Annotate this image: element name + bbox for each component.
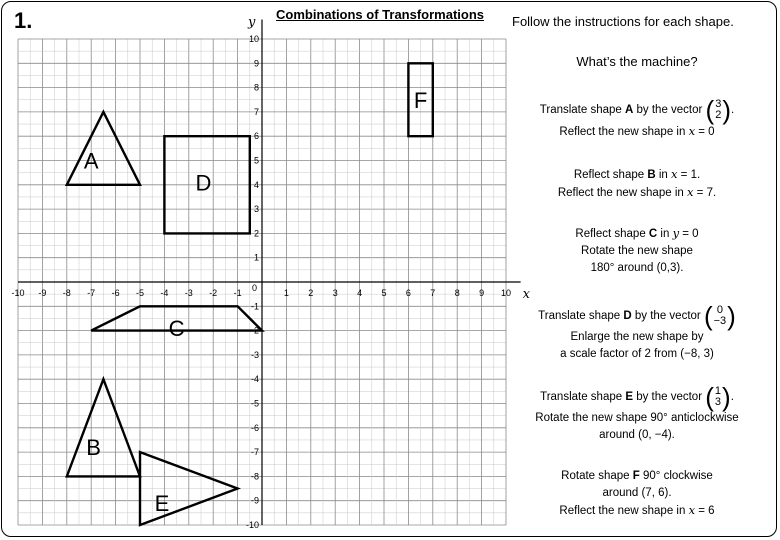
shape-label-f: F bbox=[413, 87, 428, 113]
column-vector: ( 1 3 ) bbox=[705, 382, 731, 412]
math-variable: y bbox=[672, 226, 680, 240]
x-tick-label: 6 bbox=[405, 288, 411, 298]
shape-reference: B bbox=[647, 169, 656, 181]
y-tick-label: 2 bbox=[253, 228, 259, 239]
y-tick-label: 10 bbox=[248, 34, 259, 44]
y-axis-label: y bbox=[248, 14, 256, 30]
x-tick-label: 1 bbox=[283, 288, 289, 298]
x-tick-label: -9 bbox=[38, 288, 47, 298]
y-tick-label: -3 bbox=[250, 349, 259, 360]
x-tick-label: 8 bbox=[454, 288, 460, 298]
x-tick-label: 3 bbox=[332, 288, 338, 298]
y-tick-label: -10 bbox=[245, 520, 259, 530]
shape-label-b: B bbox=[86, 435, 101, 461]
instruction-text: Enlarge the new shape by bbox=[570, 331, 704, 343]
instruction-line bbox=[512, 485, 762, 502]
shape-label-e: E bbox=[154, 491, 170, 517]
x-tick-label: 9 bbox=[479, 288, 485, 298]
instruction-text: Reflect the new shape in bbox=[559, 505, 689, 517]
x-tick-label: 4 bbox=[357, 288, 363, 298]
instruction-block bbox=[512, 97, 762, 141]
instruction-text: in bbox=[655, 169, 671, 181]
instruction-text: Rotate the new shape 90° anticlockwise bbox=[535, 412, 739, 424]
instruction-text: = 0 bbox=[679, 228, 699, 240]
instruction-block bbox=[512, 384, 762, 444]
y-tick-label: 3 bbox=[253, 204, 259, 215]
origin-label: 0 bbox=[252, 283, 258, 293]
y-tick-label: -7 bbox=[250, 447, 259, 458]
shape-reference: F bbox=[632, 470, 640, 482]
instruction-block bbox=[512, 166, 762, 202]
instruction-line bbox=[512, 346, 762, 363]
instruction-text: a scale factor of 2 from (−8, 3) bbox=[560, 348, 714, 360]
x-tick-label: -10 bbox=[11, 288, 25, 298]
instruction-text: around (0, −4). bbox=[599, 429, 675, 441]
y-tick-label: 1 bbox=[253, 252, 259, 263]
instruction-block bbox=[512, 225, 762, 277]
y-tick-label: -8 bbox=[250, 471, 259, 482]
instruction-text: by the vector bbox=[633, 391, 706, 404]
instruction-line bbox=[512, 184, 762, 202]
instruction-text: Translate shape bbox=[540, 391, 626, 404]
x-tick-label: 5 bbox=[381, 288, 387, 298]
instruction-text: = 7. bbox=[693, 187, 717, 199]
shape-reference: C bbox=[648, 228, 658, 240]
y-tick-label: -6 bbox=[250, 422, 259, 433]
instruction-line bbox=[512, 260, 762, 277]
math-variable: x bbox=[686, 185, 694, 199]
instruction-text: Reflect the new shape in bbox=[557, 187, 687, 199]
x-tick-label: -5 bbox=[135, 288, 145, 298]
worksheet-title: Combinations of Transformations bbox=[276, 7, 485, 22]
instruction-line bbox=[512, 97, 762, 123]
y-tick-label: 7 bbox=[253, 106, 259, 117]
y-tick-label: -5 bbox=[250, 398, 259, 409]
shape-label-d: D bbox=[195, 170, 212, 196]
instruction-text: by the vector bbox=[631, 310, 704, 323]
instruction-text: 180° around (0,3). bbox=[590, 262, 684, 274]
instruction-text: = 0 bbox=[695, 126, 715, 138]
x-tick-label: -1 bbox=[233, 288, 242, 298]
question-number: 1. bbox=[14, 8, 33, 33]
instruction-block bbox=[512, 303, 762, 363]
instruction-line bbox=[512, 303, 762, 329]
math-variable: x bbox=[688, 124, 696, 138]
x-tick-label: 7 bbox=[430, 288, 436, 298]
x-tick-label: -6 bbox=[111, 288, 120, 298]
instruction-text: Translate shape bbox=[538, 310, 624, 323]
instruction-text: by the vector bbox=[633, 104, 706, 117]
instruction-text: around (7, 6). bbox=[602, 487, 672, 499]
instruction-line bbox=[512, 410, 762, 427]
instruction-line bbox=[512, 329, 762, 346]
x-tick-label: -2 bbox=[209, 288, 218, 298]
instruction-text: Translate shape bbox=[539, 104, 625, 117]
x-tick-label: 10 bbox=[500, 288, 512, 298]
instruction-line bbox=[512, 243, 762, 260]
instruction-header: Follow the instructions for each shape. bbox=[512, 14, 734, 29]
instruction-line bbox=[512, 384, 762, 410]
y-tick-label: -1 bbox=[250, 301, 259, 312]
instruction-line bbox=[512, 225, 762, 243]
y-tick-label: 9 bbox=[253, 58, 259, 69]
instruction-text: Reflect the new shape in bbox=[559, 126, 689, 138]
shape-reference: A bbox=[625, 104, 634, 117]
x-tick-label: -3 bbox=[184, 288, 193, 298]
math-variable: x bbox=[670, 167, 678, 181]
shape-label-a: A bbox=[83, 148, 99, 174]
y-tick-label: 6 bbox=[253, 131, 259, 142]
instruction-line bbox=[512, 166, 762, 184]
shape-reference: D bbox=[623, 310, 632, 323]
x-tick-label: 2 bbox=[308, 288, 314, 298]
instruction-text: 90° clockwise bbox=[639, 470, 713, 482]
x-tick-label: -7 bbox=[87, 288, 96, 298]
math-variable: x bbox=[688, 503, 696, 517]
instruction-text: Reflect shape bbox=[575, 228, 649, 240]
instruction-text: . bbox=[730, 391, 734, 404]
y-tick-label: 4 bbox=[253, 179, 259, 190]
x-tick-label: -4 bbox=[160, 288, 169, 298]
x-axis-label: x bbox=[522, 287, 530, 302]
instruction-text: in bbox=[657, 228, 673, 240]
shape-label-c: C bbox=[168, 316, 185, 342]
instruction-line bbox=[512, 123, 762, 141]
instruction-text: Rotate the new shape bbox=[581, 245, 693, 257]
instruction-text: . bbox=[731, 104, 735, 117]
y-tick-label: 8 bbox=[253, 82, 259, 93]
y-tick-label: -9 bbox=[250, 495, 259, 506]
x-tick-label: -8 bbox=[62, 288, 71, 298]
instruction-line bbox=[512, 468, 762, 485]
instruction-line bbox=[512, 502, 762, 520]
column-vector: ( 0 −3 ) bbox=[703, 301, 736, 331]
shape-reference: E bbox=[625, 391, 633, 404]
y-tick-label: 5 bbox=[253, 155, 259, 166]
y-tick-label: -2 bbox=[250, 325, 259, 336]
instruction-text: = 1. bbox=[677, 169, 701, 181]
instruction-block bbox=[512, 468, 762, 520]
y-tick-label: -4 bbox=[250, 374, 259, 385]
instruction-text: Reflect shape bbox=[573, 169, 648, 181]
instruction-line bbox=[512, 427, 762, 444]
column-vector: ( 3 2 ) bbox=[705, 95, 732, 125]
machine-prompt: What’s the machine? bbox=[576, 54, 698, 69]
instruction-text: Rotate shape bbox=[561, 470, 633, 482]
instruction-text: = 6 bbox=[695, 505, 715, 517]
